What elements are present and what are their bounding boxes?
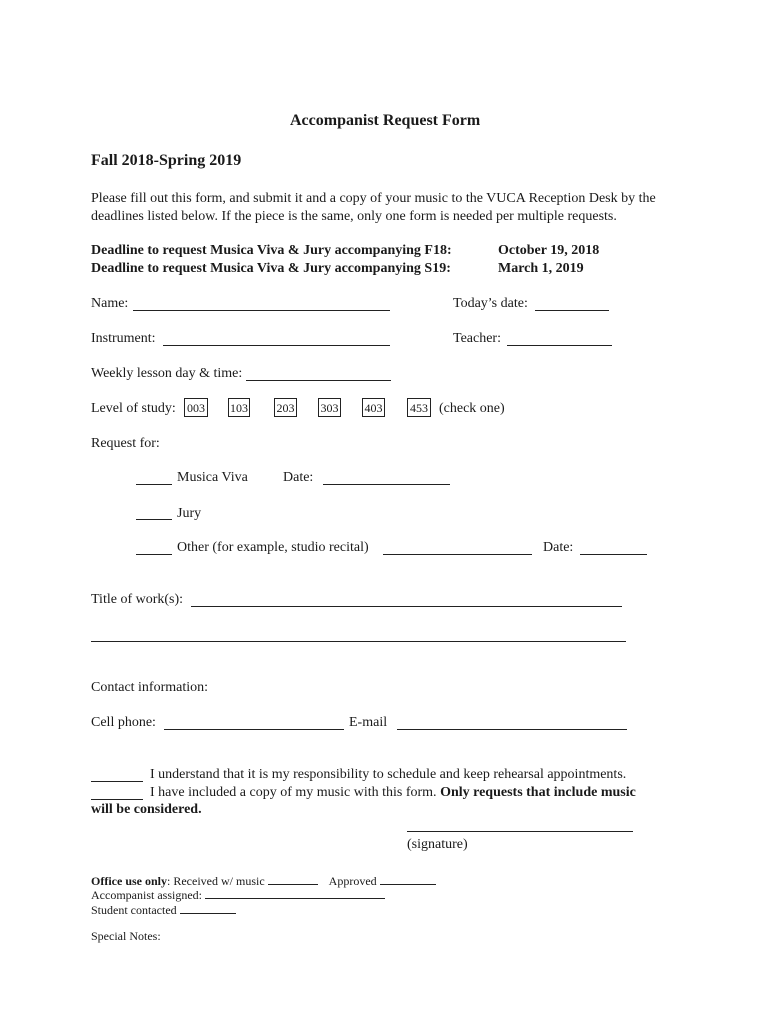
instrument-label: Instrument: xyxy=(91,331,156,346)
deadline-f18-label: Deadline to request Musica Viva & Jury accompanying F18: xyxy=(91,243,452,258)
title-of-works-field-1[interactable] xyxy=(191,606,622,607)
email-label: E-mail xyxy=(349,715,388,730)
jury-check[interactable] xyxy=(136,519,172,520)
received-field[interactable] xyxy=(268,871,318,885)
agreement-1-check[interactable] xyxy=(91,781,143,782)
weekly-lesson-field[interactable] xyxy=(246,380,391,381)
musica-viva-label: Musica Viva xyxy=(177,470,248,485)
intro-line-2: deadlines listed below. If the piece is the same, only one form is needed per multiple requests. xyxy=(91,209,617,224)
other-label: Other (for example, studio recital) xyxy=(177,540,369,555)
name-label: Name: xyxy=(91,296,129,311)
agreement-2-check[interactable] xyxy=(91,799,143,800)
term-heading: Fall 2018-Spring 2019 xyxy=(91,152,242,169)
office-use-colon: : xyxy=(167,874,171,888)
level-box-103[interactable]: 103 xyxy=(228,398,250,417)
jury-label: Jury xyxy=(177,506,202,521)
agreement-2-bold: Only requests that include music xyxy=(440,785,636,800)
cell-phone-field[interactable] xyxy=(164,729,344,730)
level-box-303[interactable]: 303 xyxy=(318,398,341,417)
special-notes-label: Special Notes: xyxy=(91,929,161,943)
contacted-label: Student contacted xyxy=(91,903,177,917)
musica-viva-date-field[interactable] xyxy=(323,484,450,485)
contact-info-label: Contact information: xyxy=(91,680,209,695)
level-box-203[interactable]: 203 xyxy=(274,398,297,417)
request-for-label: Request for: xyxy=(91,436,160,451)
level-label: Level of study: xyxy=(91,401,176,416)
other-field[interactable] xyxy=(383,554,532,555)
check-one-note: (check one) xyxy=(439,401,505,416)
title-of-works-label: Title of work(s): xyxy=(91,592,184,607)
agreement-2-text xyxy=(150,784,636,801)
assigned-field[interactable] xyxy=(205,885,385,899)
level-box-453[interactable]: 453 xyxy=(407,398,431,417)
teacher-field[interactable] xyxy=(507,345,612,346)
level-box-003[interactable]: 003 xyxy=(184,398,208,417)
weekly-lesson-label: Weekly lesson day & time: xyxy=(91,366,243,381)
signature-label: (signature) xyxy=(407,837,468,852)
level-box-403[interactable]: 403 xyxy=(362,398,385,417)
teacher-label: Teacher: xyxy=(453,331,501,346)
office-use-label: Office use only xyxy=(91,874,167,888)
intro-line-1: Please fill out this form, and submit it and a copy of your music to the VUCA Reception Desk by the xyxy=(91,191,656,206)
other-check[interactable] xyxy=(136,554,172,555)
deadline-s19-date: March 1, 2019 xyxy=(498,261,584,276)
email-field[interactable] xyxy=(397,729,627,730)
approved-field[interactable] xyxy=(380,871,436,885)
deadline-s19-label: Deadline to request Musica Viva & Jury accompanying S19: xyxy=(91,261,451,276)
received-label: Received w/ music xyxy=(173,874,265,888)
assigned-label: Accompanist assigned: xyxy=(91,888,202,902)
musica-viva-date-label: Date: xyxy=(283,470,314,485)
cell-phone-label: Cell phone: xyxy=(91,715,156,730)
instrument-field[interactable] xyxy=(163,345,390,346)
other-date-label: Date: xyxy=(543,540,574,555)
student-contacted-row xyxy=(91,900,236,918)
agreement-2-plain: I have included a copy of my music with this form. xyxy=(150,785,437,800)
deadline-f18-date: October 19, 2018 xyxy=(498,243,600,258)
todays-date-label: Today’s date: xyxy=(453,296,528,311)
approved-label: Approved xyxy=(328,874,377,888)
agreement-3-text: will be considered. xyxy=(91,802,202,817)
todays-date-field[interactable] xyxy=(535,310,609,311)
contacted-field[interactable] xyxy=(180,900,236,914)
title-of-works-field-2[interactable] xyxy=(91,641,626,642)
other-date-field[interactable] xyxy=(580,554,647,555)
agreement-1-text: I understand that it is my responsibility to schedule and keep rehearsal appointments. xyxy=(150,767,627,782)
form-title: Accompanist Request Form xyxy=(290,112,481,129)
name-field[interactable] xyxy=(133,310,390,311)
musica-viva-check[interactable] xyxy=(136,484,172,485)
signature-field[interactable] xyxy=(407,831,633,832)
